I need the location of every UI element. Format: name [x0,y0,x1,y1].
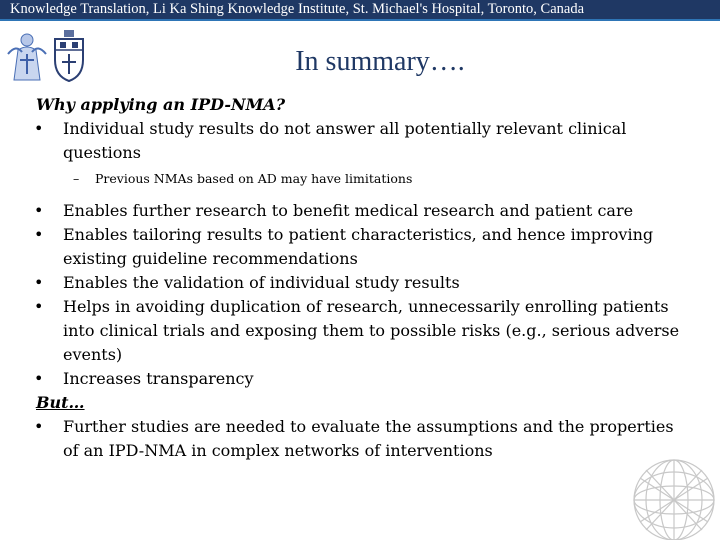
bullet-item [36,295,686,367]
bullet-item [36,117,686,165]
bullet-text: Enables the validation of individual study results [63,273,460,292]
bullet-mark: • [34,273,44,292]
bullet-item [36,223,686,271]
bullet-mark: • [34,119,44,138]
bullet-mark: • [34,201,44,220]
slide-content [36,93,686,463]
bullet-text: Helps in avoiding duplication of research, unnecessarily enrolling patients into clinical trials and exposing them to possible risks (e.g., serious adverse events) [63,297,680,364]
dash-mark: – [73,171,80,186]
bullet-text: Increases transparency [63,369,254,388]
why-heading: Why applying an IPD-NMA? [36,95,286,114]
bullet-text: Individual study results do not answer all potentially relevant clinical questions [63,119,627,162]
network-globe-icon [622,456,720,540]
sub-bullet-item [36,169,686,189]
bullet-mark: • [34,297,44,316]
bullet-mark: • [34,369,44,388]
sub-bullet-text: Previous NMAs based on AD may have limitations [95,171,413,186]
bullet-item [36,367,686,391]
bullet-text: Enables further research to benefit medical research and patient care [63,201,634,220]
bullet-text: Further studies are needed to evaluate the assumptions and the properties of an IPD-NMA in complex networks of interventions [63,417,674,460]
bullet-item [36,415,686,463]
bullet-item [36,199,686,223]
header-bar [0,0,720,21]
bullet-mark: • [34,225,44,244]
bullet-mark: • [34,417,44,436]
but-heading: But… [36,393,85,412]
bullet-item [36,271,686,295]
slide-title: In summary…. [295,46,465,77]
bullet-text: Enables tailoring results to patient characteristics, and hence improving existing guideline recommendations [63,225,654,268]
header-text: Knowledge Translation, Li Ka Shing Knowledge Institute, St. Michael's Hospital, Toronto, Canada [10,1,585,17]
